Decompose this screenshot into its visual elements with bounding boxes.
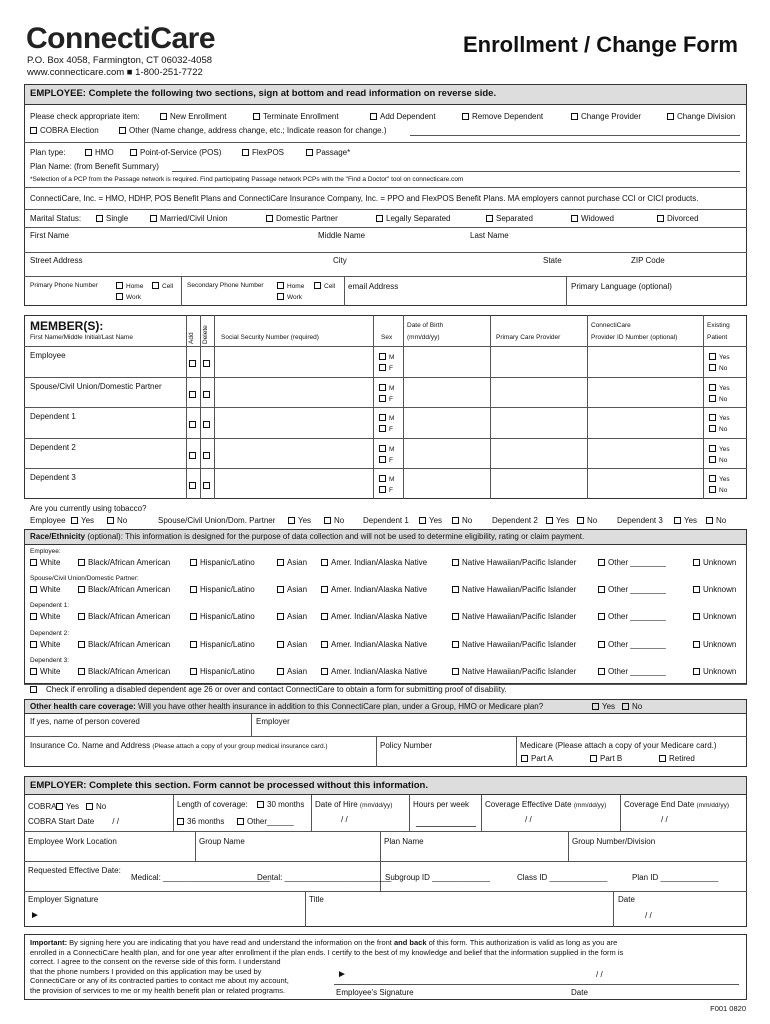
member-existing-yes[interactable]: Yes xyxy=(709,414,730,422)
disabled-dependent-checkbox[interactable]: Check if enrolling a disabled dependent age 26 or over and contact ConnectiCare to obtain a form for submitting proof of disability. xyxy=(30,685,507,694)
medicare-retired[interactable]: Retired xyxy=(659,754,695,763)
other-coverage-heading: Other health care coverage: Will you have other health insurance in addition to this ConnectiCare plan, under a Group, HMO or Medicare plan? xyxy=(24,699,747,714)
ssn-column-header: Social Security Number (required) xyxy=(221,334,319,341)
race-option-checkbox[interactable]: Native Hawaiian/Pacific Islander xyxy=(452,585,576,594)
race-group-label: Dependent 1: xyxy=(30,602,70,610)
coverage-length-label: Length of coverage: xyxy=(177,800,248,809)
member-sex-f-checkbox[interactable]: F xyxy=(379,456,393,464)
dental-date-field[interactable]: Dental: ________________________ xyxy=(257,873,392,882)
member-add-checkbox[interactable] xyxy=(189,390,199,399)
race-option-checkbox[interactable]: Amer. Indian/Alaska Native xyxy=(321,585,427,594)
subgroup-id-field[interactable]: Subgroup ID _____________ xyxy=(385,873,490,882)
check-label: Please check appropriate item: xyxy=(30,112,140,121)
state-field[interactable]: State xyxy=(543,256,562,265)
hours-per-week-field[interactable]: Hours per week xyxy=(413,800,470,809)
sex-column-header: Sex xyxy=(381,334,393,341)
other-coverage-no[interactable]: No xyxy=(622,702,642,711)
company-address: P.O. Box 4058, Farmington, CT 06032-4058 www.connecticare.com ■ 1-800-251-7722 xyxy=(27,55,213,78)
plan-name-label: Plan Name: (from Benefit Summary) xyxy=(30,162,159,171)
plan-pos-checkbox[interactable]: Point-of-Service (POS) xyxy=(130,148,221,157)
employee-signature-arrow-icon: ► xyxy=(337,969,347,980)
policy-number-field[interactable]: Policy Number xyxy=(380,741,433,750)
members-heading: MEMBER(S): xyxy=(30,319,104,333)
member-sex-f-checkbox[interactable]: F xyxy=(379,425,393,433)
work-location-field[interactable]: Employee Work Location xyxy=(28,837,117,846)
tobacco-dep3-label: Dependent 3 xyxy=(617,516,663,525)
pcp-note: *Selection of a PCP from the Passage network is required. Find participating Passage network PCPs with the "Find a Doctor" tool on connecticare.com xyxy=(30,176,464,183)
secondary-work-checkbox[interactable]: Work xyxy=(277,293,302,301)
tobacco-dep1-no[interactable]: No xyxy=(452,516,472,525)
member-existing-yes[interactable]: Yes xyxy=(709,475,730,483)
medicare-label: Medicare (Please attach a copy of your Medicare card.) xyxy=(520,741,717,750)
race-option-checkbox[interactable]: Native Hawaiian/Pacific Islander xyxy=(452,640,576,649)
page-title: Enrollment / Change Form xyxy=(462,32,738,57)
race-option-checkbox[interactable]: Unknown xyxy=(693,612,736,621)
race-option-checkbox[interactable]: Hispanic/Latino xyxy=(190,585,255,594)
member-row-label: Dependent 3 xyxy=(30,473,76,483)
marital-legally-separated-checkbox[interactable]: Legally Separated xyxy=(376,214,451,223)
coverage-effective-date-field[interactable]: Coverage Effective Date (mm/dd/yy) xyxy=(485,800,607,809)
member-existing-no[interactable]: No xyxy=(709,364,727,372)
marital-single-checkbox[interactable]: Single xyxy=(96,214,128,223)
race-option-checkbox[interactable]: White xyxy=(30,612,60,621)
coverage-36-months[interactable]: 36 months xyxy=(177,817,224,826)
group-name-field[interactable]: Group Name xyxy=(199,837,245,846)
cobra-label: COBRA xyxy=(28,802,57,811)
signature-arrow-icon: ► xyxy=(30,910,40,921)
tobacco-employee-yes[interactable]: Yes xyxy=(71,516,94,525)
member-delete-checkbox[interactable] xyxy=(203,481,213,490)
tobacco-spouse-label: Spouse/Civil Union/Dom. Partner xyxy=(158,516,276,525)
other-coverage-yes[interactable]: Yes xyxy=(592,702,615,711)
plan-id-field[interactable]: Plan ID _____________ xyxy=(632,873,719,882)
cobra-yes-checkbox[interactable]: Yes xyxy=(56,802,79,811)
tobacco-question: Are you currently using tobacco? xyxy=(30,504,147,513)
tobacco-dep2-no[interactable]: No xyxy=(577,516,597,525)
plan-flexpos-checkbox[interactable]: FlexPOS xyxy=(242,148,284,157)
tobacco-employee-label: Employee xyxy=(30,516,66,525)
member-sex-m-checkbox[interactable]: M xyxy=(379,475,394,483)
member-sex-f-checkbox[interactable]: F xyxy=(379,486,393,494)
primary-phone-label: Primary Phone Number xyxy=(30,282,98,289)
race-heading: Race/Ethnicity (optional): This information is designed for the purpose of data collection and will not be used to determine eligibility, rating or claim payment. xyxy=(24,529,747,545)
member-sex-m-checkbox[interactable]: M xyxy=(379,384,394,392)
member-row-label: Spouse/Civil Union/Domestic Partner xyxy=(30,381,162,391)
pcp-column-header: Primary Care Provider xyxy=(496,334,561,341)
race-option-checkbox[interactable]: Other ________ xyxy=(598,558,666,567)
race-option-checkbox[interactable]: Amer. Indian/Alaska Native xyxy=(321,612,427,621)
race-option-checkbox[interactable]: Amer. Indian/Alaska Native xyxy=(321,558,427,567)
coverage-30-months[interactable]: 30 months xyxy=(257,800,304,809)
member-add-checkbox[interactable] xyxy=(189,481,199,490)
marital-married-checkbox[interactable]: Married/Civil Union xyxy=(150,214,228,223)
other-change-checkbox[interactable]: Other (Name change, address change, etc.; Indicate reason for change.) xyxy=(119,126,386,135)
member-row-label: Dependent 2 xyxy=(30,442,76,452)
tobacco-spouse-yes[interactable]: Yes xyxy=(288,516,311,525)
primary-work-checkbox[interactable]: Work xyxy=(116,293,141,301)
plan-hmo-checkbox[interactable]: HMO xyxy=(85,148,114,157)
member-row-label: Dependent 1 xyxy=(30,412,76,422)
date-of-hire-slash: / / xyxy=(341,815,348,824)
tobacco-spouse-no[interactable]: No xyxy=(324,516,344,525)
employer-section xyxy=(24,776,747,927)
tobacco-dep1-yes[interactable]: Yes xyxy=(419,516,442,525)
race-option-checkbox[interactable]: Native Hawaiian/Pacific Islander xyxy=(452,612,576,621)
race-option-checkbox[interactable]: Other ________ xyxy=(598,667,666,676)
member-delete-checkbox[interactable] xyxy=(203,451,213,460)
member-sex-m-checkbox[interactable]: M xyxy=(379,353,394,361)
provider-id-subheader: Provider ID Number (optional) xyxy=(591,334,678,341)
race-option-checkbox[interactable]: Black/African American xyxy=(78,612,170,621)
language-field[interactable]: Primary Language (optional) xyxy=(571,282,672,291)
race-option-checkbox[interactable]: Black/African American xyxy=(78,667,170,676)
city-field[interactable]: City xyxy=(333,256,347,265)
secondary-cell-checkbox[interactable]: Cell xyxy=(314,282,335,290)
zip-field[interactable]: ZIP Code xyxy=(631,256,665,265)
race-option-checkbox[interactable]: Native Hawaiian/Pacific Islander xyxy=(452,667,576,676)
last-name-field[interactable]: Last Name xyxy=(470,231,509,240)
important-text: Important: By signing here you are indicating that you have read and understand the information on the front and back of this form. This authorization is valid as long as you are enrolled in a ConnectiCare health plan, and for one year after enrollment if the plan ends. I certify to the best of my knowledge and belief that the information supplied in the form is correct. I agree to the consent on the reverse side of this form. I understand that the phone numbers I provided on this application may be used by ConnectiCare or any of its contracted parties to contact me about my account, the provision of services to me or my health benefit plan or related programs. xyxy=(30,938,624,995)
member-sex-m-checkbox[interactable]: M xyxy=(379,445,394,453)
race-option-checkbox[interactable]: Black/African American xyxy=(78,558,170,567)
race-option-checkbox[interactable]: White xyxy=(30,585,60,594)
person-covered-field[interactable]: If yes, name of person covered xyxy=(30,717,140,726)
plan-type-label: Plan type: xyxy=(30,148,66,157)
medical-date-field[interactable]: Medical: ________________________ xyxy=(131,873,270,882)
employee-date-slash: / / xyxy=(596,970,603,979)
date-of-hire-field[interactable]: Date of Hire (mm/dd/yy) xyxy=(315,800,393,809)
member-existing-no[interactable]: No xyxy=(709,486,727,494)
race-group-label: Employee: xyxy=(30,548,61,555)
member-delete-checkbox[interactable] xyxy=(203,420,213,429)
tobacco-employee-no[interactable]: No xyxy=(107,516,127,525)
employer-signature-field[interactable]: Employer Signature xyxy=(28,895,99,904)
member-sex-f-checkbox[interactable]: F xyxy=(379,364,393,372)
employer-date-field[interactable]: Date xyxy=(618,895,635,904)
existing-column-header: Existing xyxy=(707,322,730,329)
race-option-checkbox[interactable]: White xyxy=(30,558,60,567)
terminate-enrollment-checkbox[interactable]: Terminate Enrollment xyxy=(253,112,339,121)
marital-domestic-checkbox[interactable]: Domestic Partner xyxy=(266,214,338,223)
tobacco-dep2-yes[interactable]: Yes xyxy=(546,516,569,525)
marital-divorced-checkbox[interactable]: Divorced xyxy=(657,214,699,223)
race-option-checkbox[interactable]: Unknown xyxy=(693,667,736,676)
end-date-slash: / / xyxy=(661,815,668,824)
email-field[interactable]: email Address xyxy=(348,282,399,291)
dob-column-header: Date of Birth xyxy=(407,322,444,329)
race-option-checkbox[interactable]: Native Hawaiian/Pacific Islander xyxy=(452,558,576,567)
member-add-checkbox[interactable] xyxy=(189,359,199,368)
other-employer-field[interactable]: Employer xyxy=(256,717,290,726)
add-column-header: Add xyxy=(188,332,195,344)
cobra-no-checkbox[interactable]: No xyxy=(86,802,106,811)
member-existing-no[interactable]: No xyxy=(709,425,727,433)
plan-passage-checkbox[interactable]: Passage* xyxy=(306,148,350,157)
marital-widowed-checkbox[interactable]: Widowed xyxy=(571,214,614,223)
requested-effective-label: Requested Effective Date: xyxy=(28,866,121,875)
race-section xyxy=(24,529,747,684)
race-option-checkbox[interactable]: Unknown xyxy=(693,558,736,567)
race-option-checkbox[interactable]: White xyxy=(30,667,60,676)
insurance-company-field[interactable]: Insurance Co. Name and Address (Please attach a copy of your group medical insurance card.) xyxy=(30,741,328,750)
coverage-end-date-field[interactable]: Coverage End Date (mm/dd/yy) xyxy=(624,800,729,809)
medicare-part-b[interactable]: Part B xyxy=(590,754,622,763)
race-option-checkbox[interactable]: Hispanic/Latino xyxy=(190,667,255,676)
member-existing-no[interactable]: No xyxy=(709,456,727,464)
street-address-field[interactable]: Street Address xyxy=(30,256,83,265)
employer-plan-name-field[interactable]: Plan Name xyxy=(384,837,424,846)
member-sex-f-checkbox[interactable]: F xyxy=(379,395,393,403)
employee-heading: EMPLOYEE: Complete the following two sections, sign at bottom and read information on reverse side. xyxy=(24,84,747,105)
race-option-checkbox[interactable]: Other ________ xyxy=(598,585,666,594)
race-option-checkbox[interactable]: Amer. Indian/Alaska Native xyxy=(321,667,427,676)
member-delete-checkbox[interactable] xyxy=(203,390,213,399)
race-option-checkbox[interactable]: Other ________ xyxy=(598,612,666,621)
primary-cell-checkbox[interactable]: Cell xyxy=(152,282,173,290)
race-option-checkbox[interactable]: Black/African American xyxy=(78,585,170,594)
race-group-label: Dependent 2: xyxy=(30,629,70,637)
race-option-checkbox[interactable]: Asian xyxy=(277,612,307,621)
change-provider-checkbox[interactable]: Change Provider xyxy=(571,112,641,121)
tobacco-dep2-label: Dependent 2 xyxy=(492,516,538,525)
member-existing-yes[interactable]: Yes xyxy=(709,384,730,392)
patient-column-header: Patient xyxy=(707,334,728,341)
race-option-checkbox[interactable]: Black/African American xyxy=(78,640,170,649)
medicare-part-a[interactable]: Part A xyxy=(521,754,553,763)
employer-title-field[interactable]: Title xyxy=(309,895,324,904)
connecticare-logo: ConnectiCare xyxy=(26,22,216,55)
employee-date-field[interactable]: Date xyxy=(571,988,588,997)
tobacco-dep3-yes[interactable]: Yes xyxy=(674,516,697,525)
form-number: F001 0820 xyxy=(710,1004,746,1013)
marital-status-label: Marital Status: xyxy=(30,214,82,223)
member-sex-m-checkbox[interactable]: M xyxy=(379,414,394,422)
member-add-checkbox[interactable] xyxy=(189,451,199,460)
member-add-checkbox[interactable] xyxy=(189,420,199,429)
employer-heading: EMPLOYER: Complete this section. Form cannot be processed without this information. xyxy=(24,776,747,795)
race-option-checkbox[interactable]: Unknown xyxy=(693,640,736,649)
marital-separated-checkbox[interactable]: Separated xyxy=(486,214,533,223)
race-option-checkbox[interactable]: Unknown xyxy=(693,585,736,594)
race-option-checkbox[interactable]: Hispanic/Latino xyxy=(190,558,255,567)
name-column-header: First Name/Middle Initial/Last Name xyxy=(30,334,133,341)
tobacco-dep1-label: Dependent 1 xyxy=(363,516,409,525)
race-option-checkbox[interactable]: White xyxy=(30,640,60,649)
effective-date-slash: / / xyxy=(525,815,532,824)
new-enrollment-checkbox[interactable]: New Enrollment xyxy=(160,112,226,121)
provider-id-column-header: ConnectiCare xyxy=(591,322,631,329)
secondary-home-checkbox[interactable]: Home xyxy=(277,282,304,290)
add-dependent-checkbox[interactable]: Add Dependent xyxy=(370,112,436,121)
cobra-election-checkbox[interactable]: COBRA Election xyxy=(30,126,99,135)
cobra-start-date-field[interactable]: COBRA Start Date / / xyxy=(28,817,119,826)
first-name-field[interactable]: First Name xyxy=(30,231,70,240)
class-id-field[interactable]: Class ID _____________ xyxy=(517,873,608,882)
change-division-checkbox[interactable]: Change Division xyxy=(667,112,735,121)
member-existing-yes[interactable]: Yes xyxy=(709,445,730,453)
member-existing-no[interactable]: No xyxy=(709,395,727,403)
race-option-checkbox[interactable]: Asian xyxy=(277,585,307,594)
primary-home-checkbox[interactable]: Home xyxy=(116,282,143,290)
secondary-phone-label: Secondary Phone Number xyxy=(187,282,264,289)
group-number-field[interactable]: Group Number/Division xyxy=(572,837,656,846)
member-existing-yes[interactable]: Yes xyxy=(709,353,730,361)
race-option-checkbox[interactable]: Hispanic/Latino xyxy=(190,612,255,621)
delete-column-header: Delete xyxy=(202,325,209,344)
member-row-label: Employee xyxy=(30,351,66,360)
dob-format-header: (mm/dd/yy) xyxy=(407,334,440,341)
member-delete-checkbox[interactable] xyxy=(203,359,213,368)
race-option-checkbox[interactable]: Asian xyxy=(277,640,307,649)
race-option-checkbox[interactable]: Asian xyxy=(277,558,307,567)
employer-date-slash: / / xyxy=(645,911,652,920)
race-group-label: Dependent 3: xyxy=(30,656,70,664)
middle-name-field[interactable]: Middle Name xyxy=(318,231,366,240)
company-note: ConnectiCare, Inc. = HMO, HDHP, POS Benefit Plans and ConnectiCare Insurance Company, Inc. = PPO and FlexPOS Benefit Plans. MA employers cannot purchase CCI or CICI products. xyxy=(30,194,699,203)
tobacco-dep3-no[interactable]: No xyxy=(706,516,726,525)
race-option-checkbox[interactable]: Hispanic/Latino xyxy=(190,640,255,649)
race-group-label: Spouse/Civil Union/Domestic Partner: xyxy=(30,575,139,583)
remove-dependent-checkbox[interactable]: Remove Dependent xyxy=(462,112,543,121)
coverage-other[interactable]: Other______ xyxy=(237,817,294,826)
race-option-checkbox[interactable]: Amer. Indian/Alaska Native xyxy=(321,640,427,649)
race-option-checkbox[interactable]: Asian xyxy=(277,667,307,676)
employee-signature-field[interactable]: Employee's Signature xyxy=(336,988,414,997)
race-option-checkbox[interactable]: Other ________ xyxy=(598,640,666,649)
